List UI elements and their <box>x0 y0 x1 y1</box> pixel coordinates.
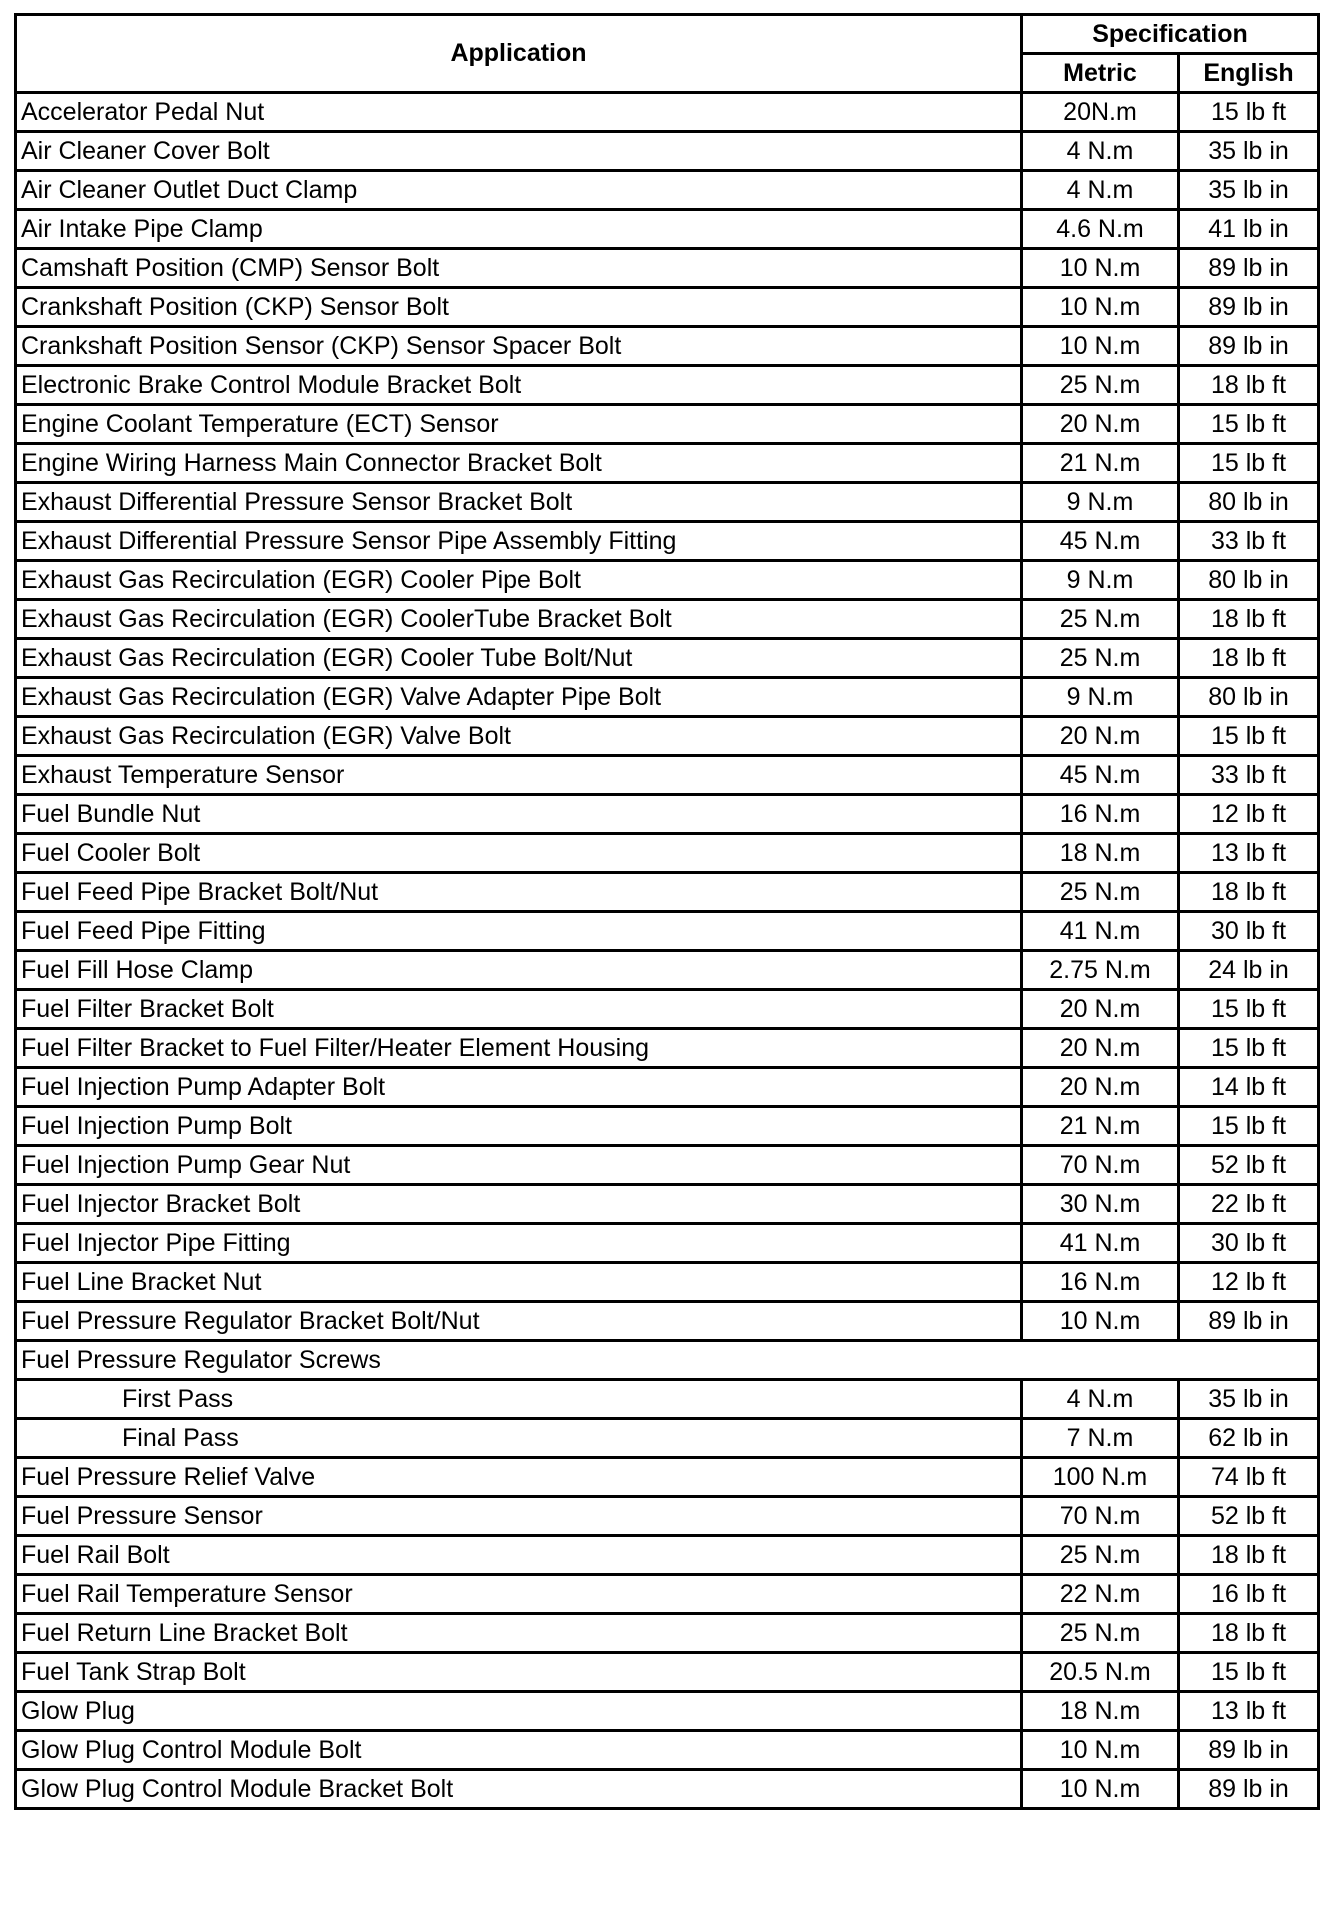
header-row-top <box>16 15 1319 54</box>
metric-cell: 20 N.m <box>1022 1068 1179 1107</box>
application-cell: Exhaust Temperature Sensor <box>16 756 1022 795</box>
metric-cell: 4.6 N.m <box>1022 210 1179 249</box>
table-row <box>16 210 1319 249</box>
english-cell: 15 lb ft <box>1179 1653 1319 1692</box>
table-row <box>16 951 1319 990</box>
english-cell: 18 lb ft <box>1179 639 1319 678</box>
english-cell: 33 lb ft <box>1179 756 1319 795</box>
metric-cell: 25 N.m <box>1022 600 1179 639</box>
english-cell: 18 lb ft <box>1179 1536 1319 1575</box>
table-row <box>16 873 1319 912</box>
english-cell: 30 lb ft <box>1179 912 1319 951</box>
table-row <box>16 1536 1319 1575</box>
header-metric: Metric <box>1022 54 1179 93</box>
metric-cell: 41 N.m <box>1022 912 1179 951</box>
header-specification: Specification <box>1022 15 1319 54</box>
application-cell: Glow Plug <box>16 1692 1022 1731</box>
table-row <box>16 366 1319 405</box>
table-row <box>16 561 1319 600</box>
english-cell: 13 lb ft <box>1179 834 1319 873</box>
application-cell: Fuel Line Bracket Nut <box>16 1263 1022 1302</box>
metric-cell: 20 N.m <box>1022 717 1179 756</box>
metric-cell: 18 N.m <box>1022 1692 1179 1731</box>
english-cell: 15 lb ft <box>1179 717 1319 756</box>
application-cell: Electronic Brake Control Module Bracket Bolt <box>16 366 1022 405</box>
application-cell: Fuel Pressure Regulator Screws <box>16 1341 1319 1380</box>
application-cell: Air Cleaner Cover Bolt <box>16 132 1022 171</box>
table-row <box>16 1029 1319 1068</box>
english-cell: 14 lb ft <box>1179 1068 1319 1107</box>
table-row <box>16 1107 1319 1146</box>
table-row <box>16 717 1319 756</box>
english-cell: 15 lb ft <box>1179 405 1319 444</box>
metric-cell: 41 N.m <box>1022 1224 1179 1263</box>
application-cell: Fuel Pressure Regulator Bracket Bolt/Nut <box>16 1302 1022 1341</box>
table-body <box>16 93 1319 1809</box>
english-cell: 12 lb ft <box>1179 1263 1319 1302</box>
english-cell: 80 lb in <box>1179 678 1319 717</box>
metric-cell: 10 N.m <box>1022 249 1179 288</box>
application-cell: Fuel Injection Pump Gear Nut <box>16 1146 1022 1185</box>
english-cell: 89 lb in <box>1179 288 1319 327</box>
application-cell: Fuel Feed Pipe Bracket Bolt/Nut <box>16 873 1022 912</box>
application-cell: Glow Plug Control Module Bolt <box>16 1731 1022 1770</box>
english-cell: 18 lb ft <box>1179 873 1319 912</box>
english-cell: 35 lb in <box>1179 132 1319 171</box>
table-row <box>16 1224 1319 1263</box>
english-cell: 89 lb in <box>1179 327 1319 366</box>
table-row <box>16 1692 1319 1731</box>
application-cell: Exhaust Gas Recirculation (EGR) CoolerTube Bracket Bolt <box>16 600 1022 639</box>
english-cell: 30 lb ft <box>1179 1224 1319 1263</box>
english-cell: 52 lb ft <box>1179 1146 1319 1185</box>
english-cell: 18 lb ft <box>1179 600 1319 639</box>
metric-cell: 20 N.m <box>1022 1029 1179 1068</box>
application-cell: Exhaust Gas Recirculation (EGR) Cooler Tube Bolt/Nut <box>16 639 1022 678</box>
application-cell: Engine Coolant Temperature (ECT) Sensor <box>16 405 1022 444</box>
table-row <box>16 1185 1319 1224</box>
english-cell: 13 lb ft <box>1179 1692 1319 1731</box>
application-cell: Glow Plug Control Module Bracket Bolt <box>16 1770 1022 1809</box>
english-cell: 89 lb in <box>1179 1731 1319 1770</box>
table-row <box>16 1341 1319 1380</box>
english-cell: 15 lb ft <box>1179 444 1319 483</box>
english-cell: 80 lb in <box>1179 561 1319 600</box>
application-cell: Exhaust Differential Pressure Sensor Pipe Assembly Fitting <box>16 522 1022 561</box>
english-cell: 74 lb ft <box>1179 1458 1319 1497</box>
application-cell: Exhaust Gas Recirculation (EGR) Cooler Pipe Bolt <box>16 561 1022 600</box>
english-cell: 89 lb in <box>1179 1302 1319 1341</box>
table-row <box>16 1614 1319 1653</box>
application-cell: Camshaft Position (CMP) Sensor Bolt <box>16 249 1022 288</box>
english-cell: 15 lb ft <box>1179 990 1319 1029</box>
application-cell: Fuel Rail Bolt <box>16 1536 1022 1575</box>
metric-cell: 9 N.m <box>1022 678 1179 717</box>
table-row <box>16 1770 1319 1809</box>
metric-cell: 100 N.m <box>1022 1458 1179 1497</box>
metric-cell: 10 N.m <box>1022 1770 1179 1809</box>
metric-cell: 25 N.m <box>1022 639 1179 678</box>
english-cell: 89 lb in <box>1179 1770 1319 1809</box>
metric-cell: 45 N.m <box>1022 522 1179 561</box>
header-application: Application <box>16 15 1022 93</box>
torque-spec-table <box>14 13 1320 1810</box>
application-cell: Air Cleaner Outlet Duct Clamp <box>16 171 1022 210</box>
table-row <box>16 1575 1319 1614</box>
english-cell: 89 lb in <box>1179 249 1319 288</box>
metric-cell: 22 N.m <box>1022 1575 1179 1614</box>
table-row <box>16 795 1319 834</box>
table-row <box>16 93 1319 132</box>
metric-cell: 25 N.m <box>1022 366 1179 405</box>
metric-cell: 25 N.m <box>1022 873 1179 912</box>
table-row <box>16 1380 1319 1419</box>
english-cell: 24 lb in <box>1179 951 1319 990</box>
application-cell: Fuel Rail Temperature Sensor <box>16 1575 1022 1614</box>
table-row <box>16 1146 1319 1185</box>
application-cell: Crankshaft Position (CKP) Sensor Bolt <box>16 288 1022 327</box>
metric-cell: 21 N.m <box>1022 444 1179 483</box>
metric-cell: 20 N.m <box>1022 405 1179 444</box>
english-cell: 41 lb in <box>1179 210 1319 249</box>
application-cell: Fuel Injector Pipe Fitting <box>16 1224 1022 1263</box>
table-row <box>16 1302 1319 1341</box>
application-cell: Fuel Feed Pipe Fitting <box>16 912 1022 951</box>
english-cell: 15 lb ft <box>1179 1029 1319 1068</box>
table-row <box>16 756 1319 795</box>
table-row <box>16 639 1319 678</box>
metric-cell: 4 N.m <box>1022 171 1179 210</box>
english-cell: 16 lb ft <box>1179 1575 1319 1614</box>
application-cell: Fuel Injector Bracket Bolt <box>16 1185 1022 1224</box>
english-cell: 22 lb ft <box>1179 1185 1319 1224</box>
application-cell: First Pass <box>16 1380 1022 1419</box>
header-english: English <box>1179 54 1319 93</box>
table-row <box>16 1731 1319 1770</box>
metric-cell: 10 N.m <box>1022 1731 1179 1770</box>
table-row <box>16 522 1319 561</box>
english-cell: 52 lb ft <box>1179 1497 1319 1536</box>
table-row <box>16 912 1319 951</box>
table-row <box>16 171 1319 210</box>
english-cell: 15 lb ft <box>1179 1107 1319 1146</box>
table-row <box>16 1068 1319 1107</box>
table-row <box>16 600 1319 639</box>
english-cell: 12 lb ft <box>1179 795 1319 834</box>
metric-cell: 70 N.m <box>1022 1146 1179 1185</box>
application-cell: Exhaust Gas Recirculation (EGR) Valve Bolt <box>16 717 1022 756</box>
application-cell: Fuel Injection Pump Bolt <box>16 1107 1022 1146</box>
metric-cell: 20.5 N.m <box>1022 1653 1179 1692</box>
table-row <box>16 132 1319 171</box>
application-cell: Fuel Fill Hose Clamp <box>16 951 1022 990</box>
table-row <box>16 327 1319 366</box>
metric-cell: 2.75 N.m <box>1022 951 1179 990</box>
table-row <box>16 1497 1319 1536</box>
application-cell: Engine Wiring Harness Main Connector Bracket Bolt <box>16 444 1022 483</box>
metric-cell: 10 N.m <box>1022 1302 1179 1341</box>
metric-cell: 20N.m <box>1022 93 1179 132</box>
application-cell: Exhaust Gas Recirculation (EGR) Valve Adapter Pipe Bolt <box>16 678 1022 717</box>
table-row <box>16 444 1319 483</box>
english-cell: 33 lb ft <box>1179 522 1319 561</box>
table-row <box>16 405 1319 444</box>
english-cell: 35 lb in <box>1179 171 1319 210</box>
table-row <box>16 1653 1319 1692</box>
metric-cell: 20 N.m <box>1022 990 1179 1029</box>
english-cell: 15 lb ft <box>1179 93 1319 132</box>
table-row <box>16 834 1319 873</box>
metric-cell: 16 N.m <box>1022 795 1179 834</box>
application-cell: Crankshaft Position Sensor (CKP) Sensor Spacer Bolt <box>16 327 1022 366</box>
application-cell: Air Intake Pipe Clamp <box>16 210 1022 249</box>
metric-cell: 9 N.m <box>1022 483 1179 522</box>
metric-cell: 18 N.m <box>1022 834 1179 873</box>
application-cell: Accelerator Pedal Nut <box>16 93 1022 132</box>
english-cell: 18 lb ft <box>1179 366 1319 405</box>
application-cell: Fuel Tank Strap Bolt <box>16 1653 1022 1692</box>
application-cell: Fuel Pressure Sensor <box>16 1497 1022 1536</box>
metric-cell: 4 N.m <box>1022 1380 1179 1419</box>
metric-cell: 9 N.m <box>1022 561 1179 600</box>
application-cell: Fuel Pressure Relief Valve <box>16 1458 1022 1497</box>
application-cell: Fuel Filter Bracket Bolt <box>16 990 1022 1029</box>
metric-cell: 25 N.m <box>1022 1536 1179 1575</box>
application-cell: Fuel Filter Bracket to Fuel Filter/Heater Element Housing <box>16 1029 1022 1068</box>
metric-cell: 10 N.m <box>1022 327 1179 366</box>
application-cell: Fuel Return Line Bracket Bolt <box>16 1614 1022 1653</box>
table-row <box>16 288 1319 327</box>
table-row <box>16 1263 1319 1302</box>
table-row <box>16 678 1319 717</box>
table-row <box>16 990 1319 1029</box>
application-cell: Fuel Bundle Nut <box>16 795 1022 834</box>
metric-cell: 7 N.m <box>1022 1419 1179 1458</box>
metric-cell: 10 N.m <box>1022 288 1179 327</box>
metric-cell: 70 N.m <box>1022 1497 1179 1536</box>
english-cell: 35 lb in <box>1179 1380 1319 1419</box>
metric-cell: 45 N.m <box>1022 756 1179 795</box>
metric-cell: 16 N.m <box>1022 1263 1179 1302</box>
metric-cell: 25 N.m <box>1022 1614 1179 1653</box>
english-cell: 18 lb ft <box>1179 1614 1319 1653</box>
english-cell: 62 lb in <box>1179 1419 1319 1458</box>
application-cell: Final Pass <box>16 1419 1022 1458</box>
application-cell: Exhaust Differential Pressure Sensor Bracket Bolt <box>16 483 1022 522</box>
metric-cell: 4 N.m <box>1022 132 1179 171</box>
table-row <box>16 483 1319 522</box>
application-cell: Fuel Cooler Bolt <box>16 834 1022 873</box>
table-row <box>16 249 1319 288</box>
metric-cell: 30 N.m <box>1022 1185 1179 1224</box>
application-cell: Fuel Injection Pump Adapter Bolt <box>16 1068 1022 1107</box>
table-row <box>16 1419 1319 1458</box>
english-cell: 80 lb in <box>1179 483 1319 522</box>
table-row <box>16 1458 1319 1497</box>
metric-cell: 21 N.m <box>1022 1107 1179 1146</box>
